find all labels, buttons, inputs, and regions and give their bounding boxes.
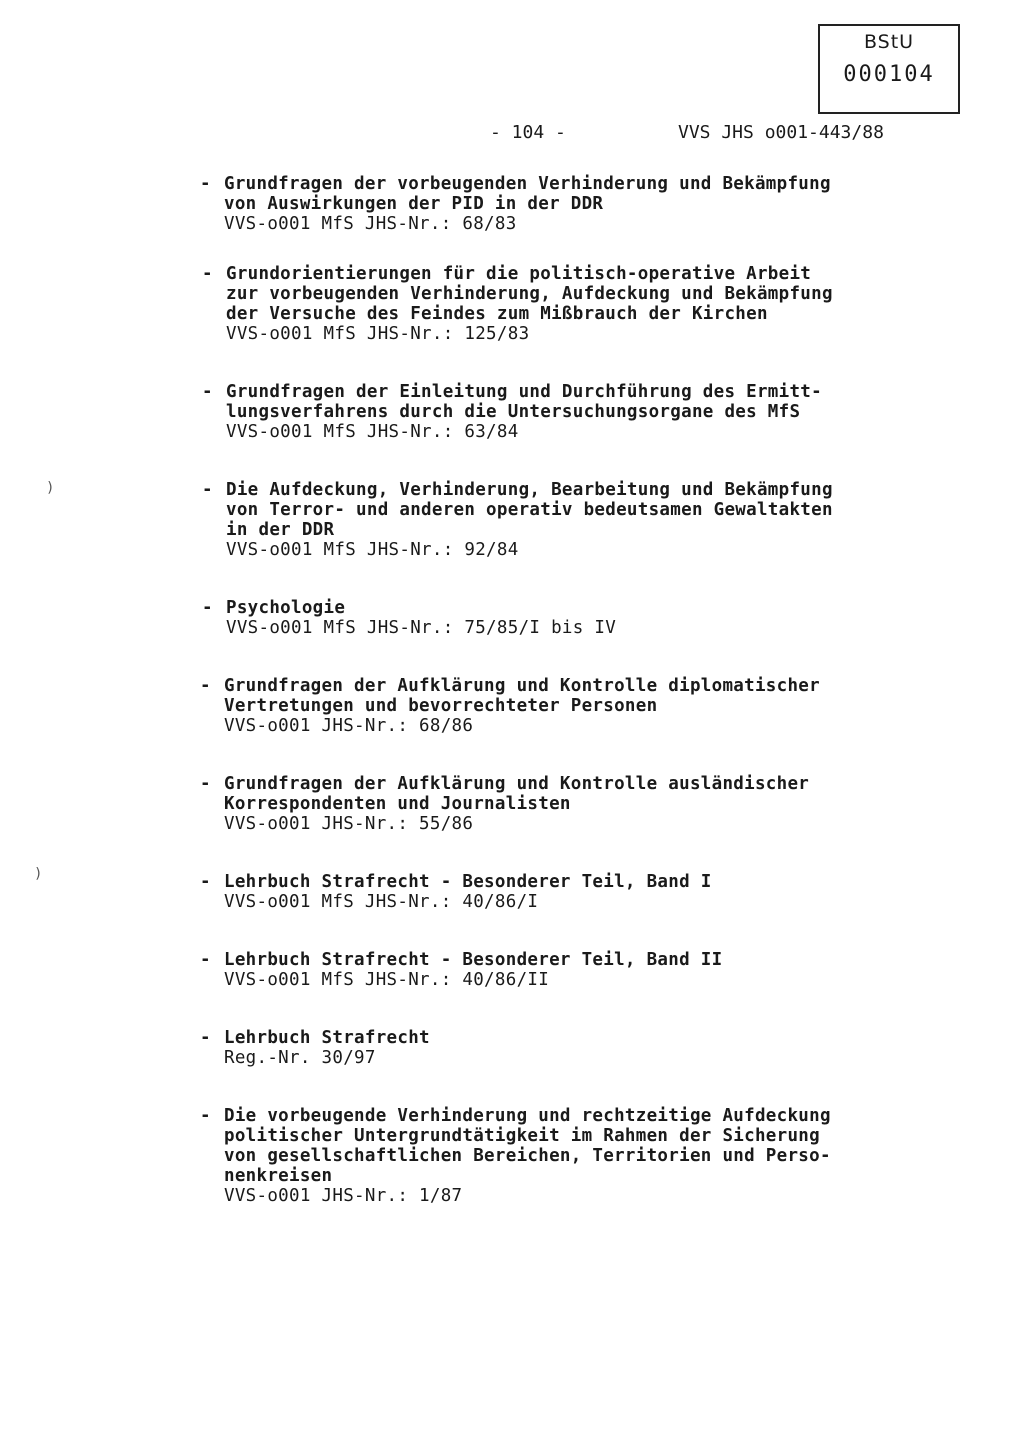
entry-title-line: Lehrbuch Strafrecht - Besonderer Teil, Band I: [224, 872, 712, 892]
entry-title-line: nenkreisen: [224, 1166, 333, 1186]
entry-title-line: Lehrbuch Strafrecht - Besonderer Teil, Band II: [224, 950, 723, 970]
entry-title-line: Psychologie: [226, 598, 346, 618]
entry-title-line: Die vorbeugende Verhinderung und rechtzeitige Aufdeckung: [224, 1106, 831, 1126]
entry-title-line: der Versuche des Feindes zum Mißbrauch der Kirchen: [226, 304, 768, 324]
stamp-number: 000104: [843, 62, 935, 87]
list-bullet: -: [202, 264, 213, 284]
entry-title-line: politischer Untergrundtätigkeit im Rahmen der Sicherung: [224, 1126, 820, 1146]
entry-reference-number: VVS-o001 JHS-Nr.: 1/87: [224, 1186, 463, 1206]
entry-title-line: lungsverfahrens durch die Untersuchungsorgane des MfS: [226, 402, 801, 422]
reference-entry: [200, 872, 920, 912]
entry-title-line: von Auswirkungen der PID in der DDR: [224, 194, 604, 214]
list-bullet: -: [200, 174, 211, 194]
entry-title-line: Lehrbuch Strafrecht: [224, 1028, 430, 1048]
document-reference: VVS JHS o001-443/88: [678, 122, 884, 143]
list-bullet: -: [202, 598, 213, 618]
stamp-agency: BStU: [863, 31, 915, 53]
reference-entry: [202, 264, 922, 344]
reference-entry: [202, 598, 922, 638]
reference-list: [200, 174, 920, 1206]
list-bullet: -: [202, 382, 213, 402]
entry-title-line: Korrespondenten und Journalisten: [224, 794, 571, 814]
entry-title-line: Grundfragen der Einleitung und Durchführung des Ermitt-: [226, 382, 822, 402]
entry-title-line: Die Aufdeckung, Verhinderung, Bearbeitung und Bekämpfung: [226, 480, 833, 500]
entry-title-line: zur vorbeugenden Verhinderung, Aufdeckung und Bekämpfung: [226, 284, 833, 304]
reference-entry: [200, 950, 920, 990]
entry-title-line: Grundfragen der vorbeugenden Verhinderung und Bekämpfung: [224, 174, 831, 194]
entry-reference-number: VVS-o001 MfS JHS-Nr.: 40/86/II: [224, 970, 550, 990]
list-bullet: -: [200, 1106, 211, 1126]
entry-title-line: von gesellschaftlichen Bereichen, Territorien und Perso-: [224, 1146, 831, 1166]
margin-mark: ): [34, 866, 43, 882]
entry-title-line: in der DDR: [226, 520, 335, 540]
reference-entry: [200, 1028, 920, 1068]
entry-reference-number: VVS-o001 MfS JHS-Nr.: 63/84: [226, 422, 519, 442]
entry-reference-number: VVS-o001 MfS JHS-Nr.: 40/86/I: [224, 892, 539, 912]
entry-reference-number: VVS-o001 MfS JHS-Nr.: 92/84: [226, 540, 519, 560]
list-bullet: -: [200, 872, 211, 892]
entry-reference-number: VVS-o001 MfS JHS-Nr.: 75/85/I bis IV: [226, 618, 617, 638]
entry-reference-number: Reg.-Nr. 30/97: [224, 1048, 376, 1068]
reference-entry: [200, 1106, 920, 1206]
entry-title-line: Grundfragen der Aufklärung und Kontrolle diplomatischer: [224, 676, 820, 696]
margin-mark: ): [46, 480, 55, 496]
reference-entry: [200, 774, 920, 834]
reference-entry: [202, 480, 922, 560]
entry-title-line: Vertretungen und bevorrechteter Personen: [224, 696, 658, 716]
reference-entry: [200, 676, 920, 736]
list-bullet: -: [200, 774, 211, 794]
page-header: [0, 122, 1024, 146]
list-bullet: -: [200, 950, 211, 970]
entry-title-line: Grundorientierungen für die politisch-operative Arbeit: [226, 264, 812, 284]
reference-entry: [202, 382, 922, 442]
archive-stamp: [818, 24, 960, 114]
entry-reference-number: VVS-o001 MfS JHS-Nr.: 125/83: [226, 324, 530, 344]
entry-title-line: Grundfragen der Aufklärung und Kontrolle ausländischer: [224, 774, 810, 794]
page-number: - 104 -: [490, 122, 566, 143]
entry-title-line: von Terror- und anderen operativ bedeutsamen Gewaltakten: [226, 500, 833, 520]
list-bullet: -: [202, 480, 213, 500]
entry-reference-number: VVS-o001 MfS JHS-Nr.: 68/83: [224, 214, 517, 234]
list-bullet: -: [200, 1028, 211, 1048]
entry-reference-number: VVS-o001 JHS-Nr.: 55/86: [224, 814, 474, 834]
reference-entry: [200, 174, 920, 234]
entry-reference-number: VVS-o001 JHS-Nr.: 68/86: [224, 716, 474, 736]
list-bullet: -: [200, 676, 211, 696]
